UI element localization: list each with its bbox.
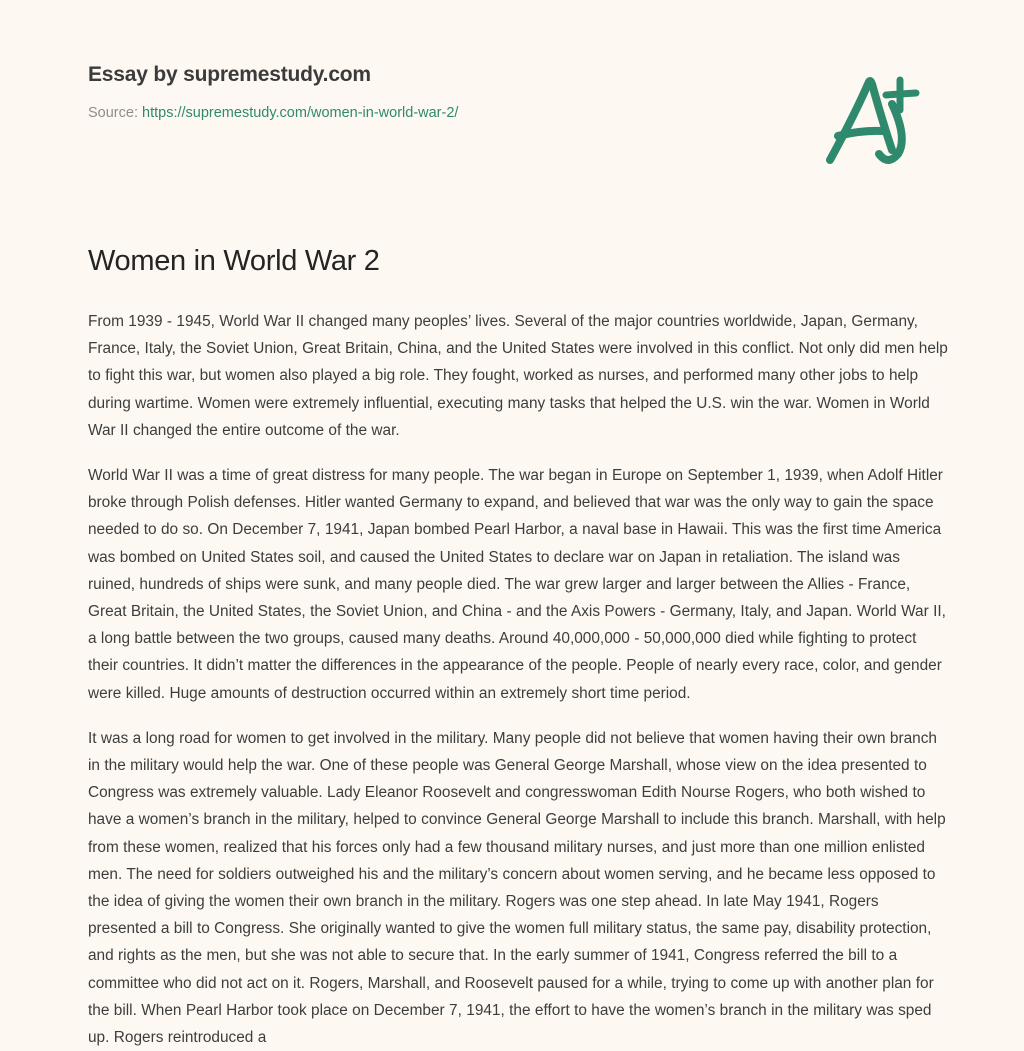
paragraph: World War II was a time of great distress for many people. The war began in Europe on September 1, 1939, when Adolf Hitler broke through Polish defenses. Hitler wanted Germany to expand, and believed that war was the only way to gain the space needed to do so. On December 7, 1941, Japan bombed Pearl Harbor, a naval base in Hawaii. This was the first time America was bombed on United States soil, and caused the United States to declare war on Japan in retaliation. The island was ruined, hundreds of ships were sunk, and many people died. The war grew larger and larger between the Allies - France, Great Britain, the United States, the Soviet Union, and China - and the Axis Powers - Germany, Italy, and Japan. World War II, a long battle between the two groups, caused many deaths. Around 40,000,000 - 50,000,000 died while fighting to protect their countries. It didn’t matter the differences in the appearance of the people. People of nearly every race, color, and gender were killed. Huge amounts of destruction occurred within an extremely short time period. [88,467,946,702]
paragraph: It was a long road for women to get involved in the military. Many people did not believe that women having their own branch in the military would help the war. One of these people was General George Marshall, whose view on the idea presented to Congress was extremely valuable. Lady Eleanor Roosevelt and congresswoman Edith Nourse Rogers, who both wished to have a women’s branch in the military, helped to convince General George Marshall to include this branch. Marshall, with help from these women, realized that his forces only had a few thousand military nurses, and just more than one million enlisted men. The need for soldiers outweighed his and the military’s concern about women serving, and he became less opposed to the idea of giving the women their own branch in the military. Rogers was one step ahead. In late May 1941, Rogers presented a bill to Congress. She originally wanted to give the women full military status, the same pay, disability protection, and rights as the men, but she was not able to secure that. In the early summer of 1941, Congress referred the bill to a committee who did not act on it. Rogers, Marshall, and Roosevelt paused for a while, trying to come up with another plan for the bill. When Pearl Harbor took place on December 7, 1941, the effort to have the women’s branch in the military was sped up. Rogers reintroduced a [88,729,946,1047]
essay-byline: Essay by supremestudy.com [88,63,371,86]
a-plus-logo-icon [812,68,932,168]
source-label: Source: [88,105,138,122]
paragraph: From 1939 - 1945, World War II changed many peoples’ lives. Several of the major countries worldwide, Japan, Germany, France, Italy, the Soviet Union, Great Britain, China, and the United States were involved in this conflict. Not only did men help to fight this war, but women also played a big role. They fought, worked as nurses, and performed many other jobs to help during wartime. Women were extremely influential, executing many tasks that helped the U.S. win the war. Women in World War II changed the entire outcome of the war. [88,313,948,439]
source-url-link[interactable]: https://supremestudy.com/women-in-world-war-2/ [142,105,459,122]
essay-body [88,308,949,1051]
page-title: Women in World War 2 [88,245,380,277]
